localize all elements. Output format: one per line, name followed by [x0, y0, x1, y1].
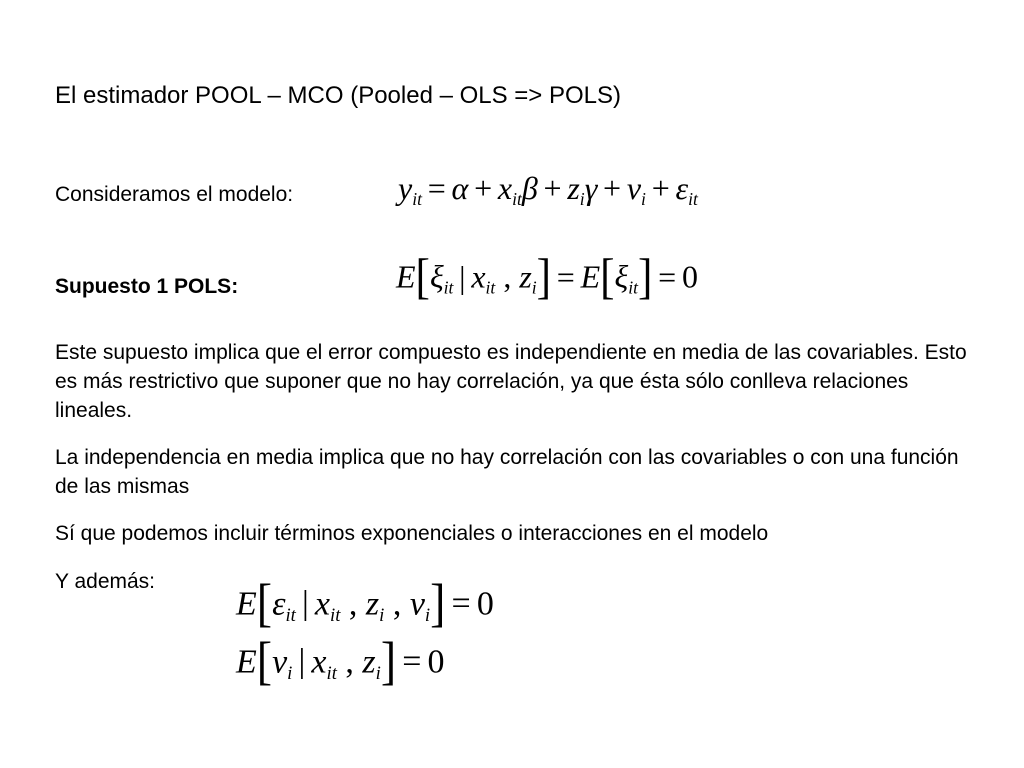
model-equation: $y_{it} = \alpha + x_{it}\beta + z_i\gamma + \nu_i + \varepsilon_{it}$	[398, 170, 698, 210]
paragraph-1: Este supuesto implica que el error compuesto es independiente en media de las covariables. Esto es más restrictivo que suponer que no hay correlación, ya que ésta sólo conlleva relaciones lineales.	[55, 341, 967, 422]
paragraph-3: Sí que podemos incluir términos exponenciales o interacciones en el modelo	[55, 522, 769, 545]
paragraph-2: La independencia en media implica que no hay correlación con las covariables o con una función de las mismas	[55, 446, 959, 498]
also-label: Y además:	[55, 570, 156, 593]
assumption-equation: $E[\xi_{it}$ | $x_{it}$ , $z_i] = E[\xi_{it}] = 0$	[396, 250, 698, 305]
model-label: Consideramos el modelo:	[55, 183, 294, 206]
slide-title: El estimador POOL – MCO (Pooled – OLS => POLS)	[55, 82, 622, 109]
extra-equation-2: $E[\nu_i$ | $x_{it}$ , $z_i] = 0$	[236, 631, 445, 690]
assumption-label: Supuesto 1 POLS:	[55, 275, 239, 298]
extra-equation-1: $E[\varepsilon_{it}$ | $x_{it}$ , $z_i$ , $\nu_i] = 0$	[236, 573, 494, 632]
